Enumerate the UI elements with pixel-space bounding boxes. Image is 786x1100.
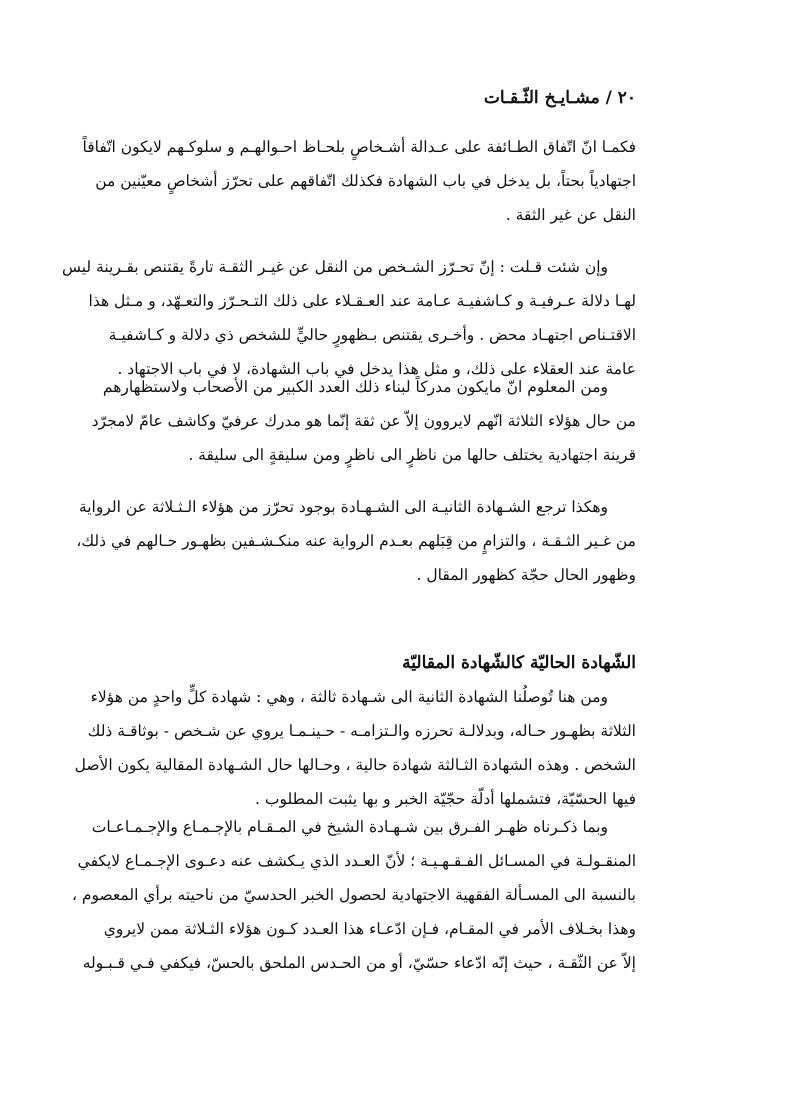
text-line: وهذا بخـلاف الأمر في المقـام، فـإن ادّعـاء هذا العـدد كـون هؤلاء الثـلاثة ممن لايروي (103, 920, 636, 938)
text-line: ومن هنا تُوصلُنا الشهادة الثانية الى شـهادة ثالثة ، وهي : شهادة كلٍّ واحدٍ من هؤلاء (90, 688, 608, 706)
text-line: الشخص . وهذه الشهادة الثـالثة شهادة حالية ، وحـالها حال الشـهادة المقالية يكون الأصل (74, 756, 636, 774)
text-line: عامة عند العقلاء على ذلك، و مثل هذا يدخل في باب الشهادة، لا في باب الاجتهاد . (117, 360, 636, 378)
section-heading: الشّهادة الحاليّة كالشّهادة المقاليّة (402, 653, 636, 673)
paragraph-1 (82, 130, 636, 232)
text-line: قرينة اجتهادية يختلف حالها من ناظرٍ الى ناظرٍ ومن سليقةٍ الى سليقة . (188, 446, 636, 464)
text-line: وهكذا ترجع الشـهادة الثانيـة الى الشـهـادة بوجود تحرّز من هؤلاء الـثـلاثة عن الرواية (78, 498, 608, 516)
text-line: بالنسبة الى المسـألة الفقهية الاجتهادية لحصول الخبر الحدسيّ من ناحيته برأي المعصوم ، (71, 886, 636, 904)
text-line: المنقـولـة في المسـائل الفـقـهـيـة ؛ لأنّ العـدد الذي يـكشف عنه دعـوى الإجـمـاع لايكفي (77, 852, 636, 870)
text-line: من غـير الثـقـة ، والتزامٍ من قِبَلهم بعـدم الرواية عنه منكـشـفين بظهـور حـالهم في ذلك، (76, 532, 636, 550)
text-line: من حال هؤلاء الثلاثة انّهم لايروون إلاّ عن ثقة إنّما هو مدرك عرفيّ وكاشف عامّ لامجرّد (91, 412, 636, 430)
text-line: وإن شئت قـلت : إنّ تحـرّز الشـخص من النقل عن غيـر الثقـة تارةً يقتنص بقـرينة ليس (61, 258, 608, 276)
text-line: فكمـا انّ اتّفاق الطـائفة على عـدالة أشـخاصٍ بلحـاظ احـوالهـم و سلوكـهم لايكون اتّفاقاً (82, 138, 636, 156)
text-line: الثلاثة بظهـور حـاله، وبدلالـة تحرزه والـتزامـه - حـينـمـا يروي عن شـخص - بوثاقـة ذلك (87, 722, 636, 740)
running-header: ٢٠ / مشـايـخ الثّـقـات (483, 88, 636, 108)
text-line: ومن المعلوم انّ مايكون مدركاً لبناء ذلك العدد الكبير من الأصحاب ولاستظهارهم (102, 378, 608, 396)
text-line: النقل عن غير الثقة . (505, 206, 636, 224)
text-line: إلاّ عن الثّقـة ، حيث إنّه ادّعاء حسّيّ، أو من الحـدس الملحق بالحسّ، فيكفي فـي قـبـوله (82, 954, 636, 972)
text-line: الاقتـناص اجتهـاد محض . وأخـرى يقتنص بـظهورٍ حاليٍّ للشخص ذي دلالة و كـاشفيـة (108, 326, 636, 344)
paragraph-3 (91, 370, 636, 472)
text-line: وظهور الحال حجّة كظهور المقال . (416, 566, 636, 584)
text-line: وبما ذكـرناه ظهـر الفـرق بين شـهـادة الشيخ في المـقـام بالإجـمـاع والإجـمـاعـات (91, 818, 608, 836)
paragraph-5 (74, 680, 636, 816)
text-line: لهـا دلالة عـرفيـة و كـاشفيـة عـامة عند العـقـلاء على ذلك التـحـرّز والتعـهّد، و مـثل هذا (88, 292, 636, 310)
paragraph-4 (76, 490, 636, 592)
paragraph-2 (61, 250, 636, 386)
paragraph-6 (71, 810, 636, 980)
text-line: اجتهادياً بحتاً، بل يدخل في باب الشهادة فكذلك اتّفاقهم على تحرّز أشخاصٍ معيّنين من (95, 172, 636, 190)
text-line: فيها الحسّيّة، فتشملها أدلّة حجّيّة الخبر و بها يثبت المطلوب . (255, 790, 636, 808)
